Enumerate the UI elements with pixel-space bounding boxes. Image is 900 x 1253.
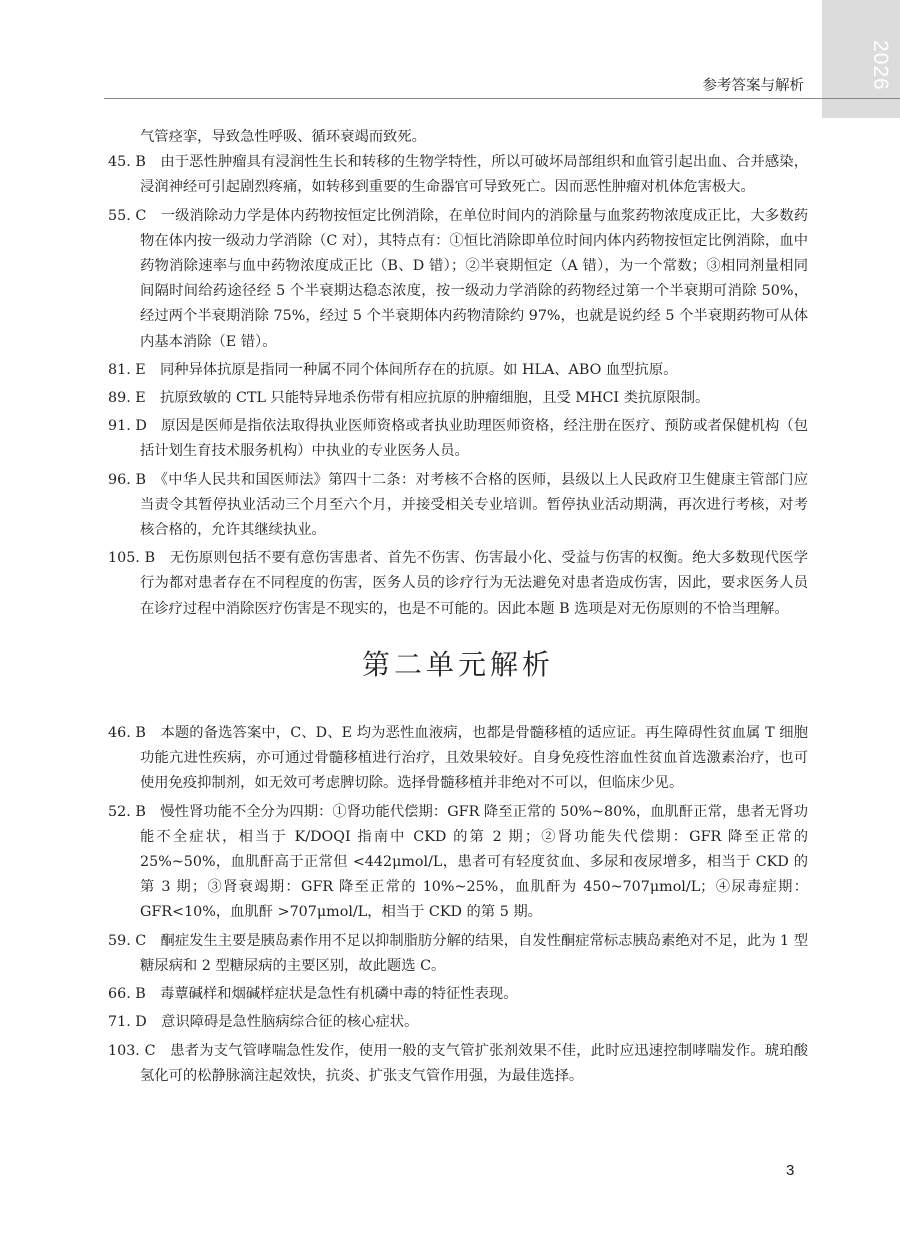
section2-list: [108, 721, 808, 1089]
answer-item: 81. E 同种异体抗原是指同一种属不同个体间所存在的抗原。如 HLA、ABO 血型抗原。: [108, 361, 678, 378]
side-tab-year: 2026: [869, 40, 892, 91]
answer-item: 52. B 慢性肾功能不全分为四期：①肾功能代偿期：GFR 降至正常的 50%~80%，血肌酐正常，患者无肾功能不全症状，相当于 K/DOQI 指南中 CKD 的第 2 期；②肾功能失代偿期：GFR 降至正常的 25%~50%，血肌酐高于正常但 <442μmol/L，患者可有轻度贫血、多尿和夜尿增多，相当于 CKD 的第 3 期；③肾衰竭期：GFR 降至正常的 10%~25%，血肌酐为 450~707μmol/L；④尿毒症期：GFR<10%，血肌酐 >707μmol/L，相当于 CKD 的第 5 期。: [108, 803, 808, 921]
section-title: 第二单元解析: [361, 647, 554, 681]
section1-list: [108, 150, 808, 622]
answer-item: 59. C 酮症发生主要是胰岛素作用不足以抑制脂肪分解的结果，自发性酮症常标志胰岛素绝对不足，此为 1 型糖尿病和 2 型糖尿病的主要区别，故此题选 C。: [108, 932, 808, 974]
header-rule: [104, 98, 900, 99]
page-number: 3: [786, 1162, 795, 1179]
answer-item: 66. B 毒蕈碱样和烟碱样症状是急性有机磷中毒的特征性表现。: [108, 986, 518, 1003]
content: [108, 125, 808, 1092]
answer-item: 91. D 原因是医师是指依法取得执业医师资格或者执业助理医师资格，经注册在医疗、预防或者保健机构（包括计划生育技术服务机构）中执业的专业医务人员。: [108, 418, 808, 460]
answer-item: 46. B 本题的备选答案中，C、D、E 均为恶性血液病，也都是骨髓移植的适应证。再生障碍性贫血属 T 细胞功能亢进性疾病，亦可通过骨髓移植进行治疗，且效果较好。自身免疫性溶血性贫血首选激素治疗，也可使用免疫抑制剂，如无效可考虑脾切除。选择骨髓移植并非绝对不可以，但临床少见。: [108, 725, 808, 792]
answer-item: 71. D 意识障碍是急性脑病综合征的核心症状。: [108, 1014, 419, 1031]
answer-item: 96. B 《中华人民共和国医师法》第四十二条：对考核不合格的医师，县级以上人民政府卫生健康主管部门应当责令其暂停执业活动三个月至六个月，并接受相关专业培训。暂停执业活动期满，再次进行考核，对考核合格的，允许其继续执业。: [108, 471, 808, 539]
answer-item: 89. E 抗原致敏的 CTL 只能特异地杀伤带有相应抗原的肿瘤细胞，且受 MHCI 类抗原限制。: [108, 390, 710, 407]
answer-item: 55. C 一级消除动力学是体内药物按恒定比例消除，在单位时间内的消除量与血浆药物浓度成正比，大多数药物在体内按一级动力学消除（C 对），其特点有：①恒比消除即单位时间内体内药物按恒定比例消除，血中药物消除速率与血中药物浓度成正比（B、D 错）；②半衰期恒定（A 错），为一个常数；③相同剂量相同间隔时间给药途径经 5 个半衰期达稳态浓度，按一级动力学消除的药物经过第一个半衰期可消除 50%，经过两个半衰期消除 75%，经过 5 个半衰期体内药物清除约 97%，也就是说约经 5 个半衰期药物可从体内基本消除（E 错）。: [108, 207, 808, 350]
answer-item: 103. C 患者为支气管哮喘急性发作，使用一般的支气管扩张剂效果不佳，此时应迅速控制哮喘发作。琥珀酸氢化可的松静脉滴注起效快，抗炎、扩张支气管作用强，为最佳选择。: [108, 1042, 808, 1084]
side-tab: [822, 0, 900, 118]
answer-item: 105. B 无伤原则包括不要有意伤害患者、首先不伤害、伤害最小化、受益与伤害的权衡。绝大多数现代医学行为都对患者存在不同程度的伤害，医务人员的诊疗行为无法避免对患者造成伤害，因此，要求医务人员在诊疗过程中消除医疗伤害是不现实的，也是不可能的。因此本题 B 选项是对无伤原则的不恰当理解。: [108, 550, 808, 617]
answer-item: 45. B 由于恶性肿瘤具有浸润性生长和转移的生物学特性，所以可破坏局部组织和血管引起出血、合并感染，浸润神经可引起剧烈疼痛，如转移到重要的生命器官可导致死亡。因而恶性肿瘤对机体危害极大。: [108, 154, 808, 196]
header-title: 参考答案与解析: [702, 78, 804, 94]
continuation-text: 气管痉挛，导致急性呼吸、循环衰竭而致死。: [140, 129, 426, 145]
